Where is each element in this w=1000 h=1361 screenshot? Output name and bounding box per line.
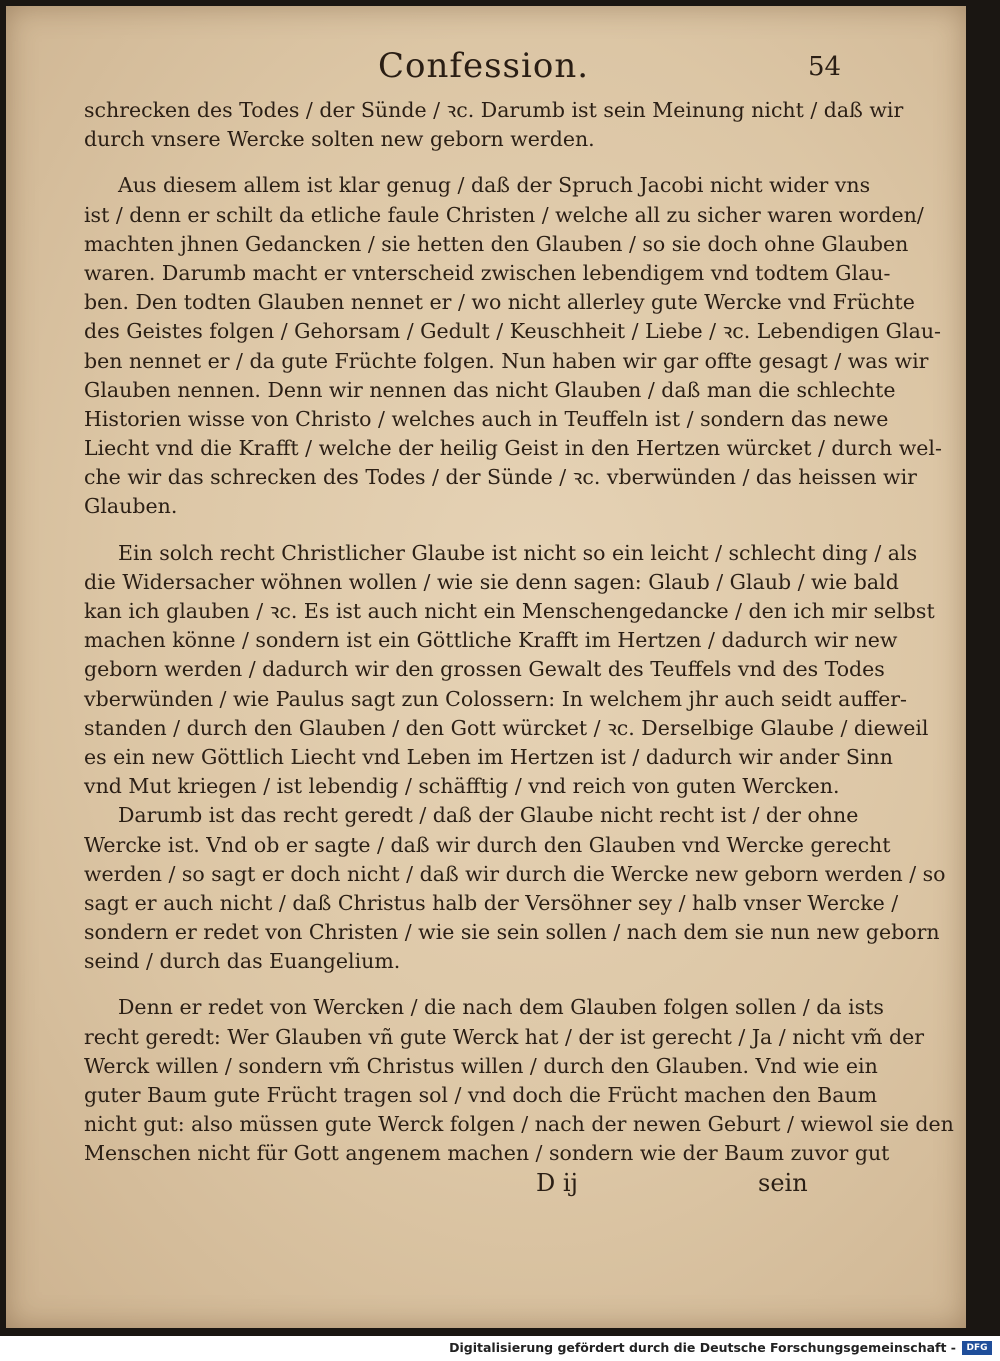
dfg-logo: DFG (962, 1341, 992, 1355)
catchword: sein (758, 1169, 808, 1197)
text-line: recht geredt: Wer Glauben vñ gute Werck hat / der ist gerecht / Ja / nicht vm̃ der (84, 1024, 924, 1049)
text-line: Liecht vnd die Krafft / welche der heilig Geist in den Hertzen würcket / durch wel- (84, 436, 942, 461)
text-line: Darumb ist das recht geredt / daß der Glaube nicht recht ist / der ohne (118, 803, 859, 828)
page-header (6, 46, 966, 94)
page-footer (6, 1169, 966, 1203)
text-line: die Widersacher wöhnen wollen / wie sie denn sagen: Glaub / Glaub / wie bald (84, 569, 899, 594)
text-line: ist / denn er schilt da etliche faule Christen / welche all zu sicher waren worden/ (84, 202, 924, 227)
text-line: vberwünden / wie Paulus sagt zun Colossern: In welchem jhr auch seidt auffer- (84, 686, 907, 711)
text-line: waren. Darumb macht er vnterscheid zwischen lebendigem vnd todtem Glau- (84, 260, 891, 285)
text-line: Denn er redet von Wercken / die nach dem Glauben folgen sollen / da ists (118, 995, 884, 1020)
text-line: Glauben nennen. Denn wir nennen das nicht Glauben / daß man die schlechte (84, 377, 896, 402)
body-text (84, 96, 954, 1169)
text-line: durch vnsere Wercke solten new geborn werden. (84, 127, 595, 152)
text-line: kan ich glauben / ꝛc. Es ist auch nicht ein Menschengedancke / den ich mir selbst (84, 599, 935, 623)
paragraph (84, 539, 935, 802)
text-line: guter Baum gute Frücht tragen sol / vnd doch die Frücht machen den Baum (84, 1083, 878, 1107)
text-line: es ein new Göttlich Liecht vnd Leben im Hertzen ist / dadurch wir ander Sinn (84, 744, 893, 769)
credit-text: Digitalisierung gefördert durch die Deutsche Forschungsgemeinschaft - (449, 1340, 956, 1355)
text-line: Menschen nicht für Gott angenem machen / sondern wie der Baum zuvor gut (84, 1141, 890, 1166)
text-line: che wir das schrecken des Todes / der Sünde / ꝛc. vberwünden / das heissen wir (84, 465, 917, 490)
text-line: seind / durch das Euangelium. (84, 949, 401, 974)
text-line: des Geistes folgen / Gehorsam / Gedult / Keuschheit / Liebe / ꝛc. Lebendigen Glau- (84, 319, 941, 344)
book-page (6, 6, 966, 1328)
paragraph (84, 171, 942, 521)
page-number: 54 (808, 52, 842, 82)
signature-mark: D ij (536, 1169, 578, 1197)
text-line: Glauben. (84, 494, 178, 519)
text-line: Wercke ist. Vnd ob er sagte / daß wir durch den Glauben vnd Wercke gerecht (84, 832, 891, 857)
paragraph (84, 993, 954, 1168)
text-line: Werck willen / sondern vm̃ Christus willen / durch den Glauben. Vnd wie ein (84, 1053, 878, 1078)
text-line: machen könne / sondern ist ein Göttliche Krafft im Hertzen / dadurch wir new (84, 628, 898, 653)
credit-bar (0, 1336, 1000, 1361)
text-line: werden / so sagt er doch nicht / daß wir durch die Wercke new geborn werden / so (84, 861, 946, 886)
text-line: sagt er auch nicht / daß Christus halb der Versöhner sey / halb vnser Wercke / (84, 890, 899, 915)
text-line: sondern er redet von Christen / wie sie sein sollen / nach dem sie nun new geborn (84, 920, 940, 945)
paragraph (84, 96, 904, 154)
text-line: machten jhnen Gedancken / sie hetten den Glauben / so sie doch ohne Glauben (84, 231, 909, 256)
text-line: vnd Mut kriegen / ist lebendig / schäfftig / vnd reich von guten Wercken. (84, 774, 840, 799)
text-line: nicht gut: also müssen gute Werck folgen / nach der newen Geburt / wiewol sie den (84, 1112, 954, 1137)
text-line: ben nennet er / da gute Früchte folgen. Nun haben wir gar offte gesagt / was wir (84, 348, 929, 373)
text-line: geborn werden / dadurch wir den grossen Gewalt des Teuffels vnd des Todes (84, 657, 885, 682)
text-line: Ein solch recht Christlicher Glaube ist nicht so ein leicht / schlecht ding / als (118, 540, 918, 565)
text-line: ben. Den todten Glauben nennet er / wo nicht allerley gute Wercke vnd Früchte (84, 290, 915, 315)
text-line: standen / durch den Glauben / den Gott würcket / ꝛc. Derselbige Glaube / dieweil (84, 715, 929, 740)
paragraph (84, 801, 946, 976)
text-line: Historien wisse von Christo / welches auch in Teuffeln ist / sondern das newe (84, 406, 889, 431)
text-line: schrecken des Todes / der Sünde / ꝛc. Darumb ist sein Meinung nicht / daß wir (84, 98, 904, 122)
running-title: Confession. (378, 46, 590, 86)
text-line: Aus diesem allem ist klar genug / daß der Spruch Jacobi nicht wider vns (118, 173, 871, 198)
